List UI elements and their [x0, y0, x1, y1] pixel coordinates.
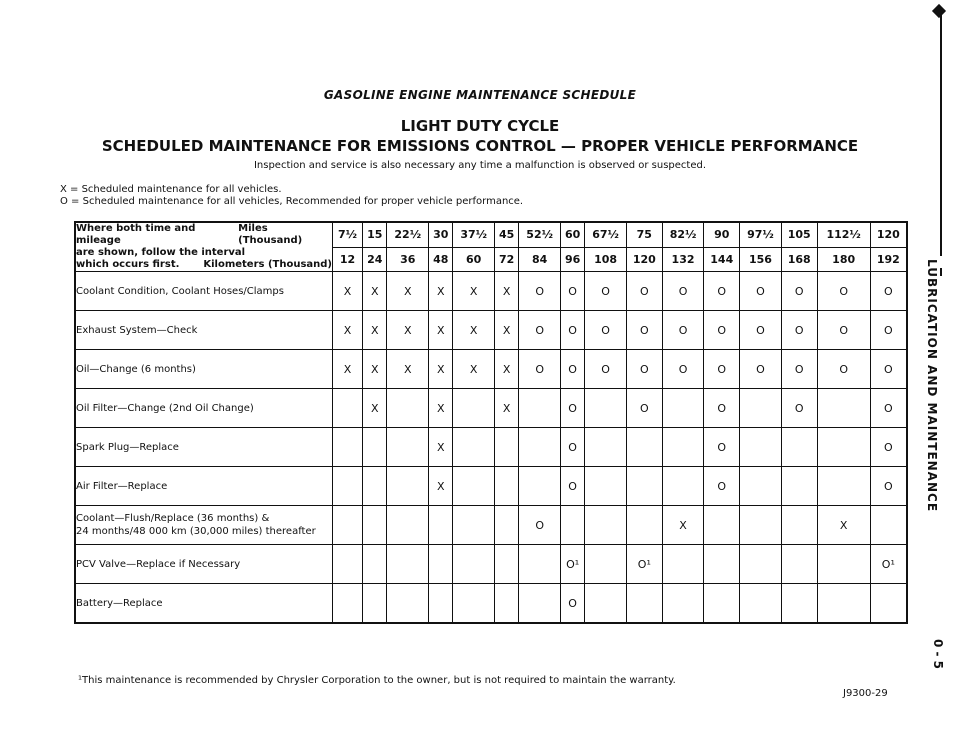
- page-number: 0 - 5: [931, 639, 945, 670]
- schedule-mark-cell: [585, 467, 627, 506]
- service-item-label: [75, 428, 333, 467]
- service-item-text: Air Filter—Replace: [76, 480, 168, 492]
- schedule-mark-cell: O: [740, 350, 782, 389]
- schedule-mark-cell: O: [870, 272, 907, 311]
- schedule-mark-cell: [817, 545, 870, 584]
- schedule-mark-cell: [870, 584, 907, 624]
- schedule-mark-cell: O: [740, 272, 782, 311]
- schedule-mark-cell: [494, 428, 518, 467]
- schedule-mark-cell: [494, 545, 518, 584]
- schedule-mark-cell: X: [429, 467, 453, 506]
- schedule-mark-cell: [740, 545, 782, 584]
- schedule-mark-cell: X: [333, 350, 363, 389]
- schedule-mark-cell: [585, 506, 627, 545]
- km-header-cell: 72: [494, 247, 518, 271]
- schedule-mark-cell: O: [781, 350, 817, 389]
- schedule-mark-cell: X: [453, 272, 495, 311]
- km-header-cell: 144: [704, 247, 740, 271]
- miles-header-cell: 120: [870, 222, 907, 247]
- service-item-text: Oil Filter—Change (2nd Oil Change): [76, 402, 254, 414]
- miles-header-cell: 82½: [662, 222, 704, 247]
- schedule-mark-cell: [494, 506, 518, 545]
- schedule-mark-cell: X: [494, 350, 518, 389]
- schedule-mark-cell: O¹: [870, 545, 907, 584]
- miles-header-cell: 15: [363, 222, 387, 247]
- schedule-mark-cell: [453, 506, 495, 545]
- header-line2: are shown, follow the interval: [76, 247, 246, 258]
- schedule-mark-cell: O: [870, 389, 907, 428]
- schedule-mark-cell: [333, 584, 363, 624]
- schedule-title: SCHEDULED MAINTENANCE FOR EMISSIONS CONTROL — PROPER VEHICLE PERFORMANCE: [101, 137, 859, 155]
- schedule-mark-cell: [333, 467, 363, 506]
- km-header-cell: 96: [560, 247, 584, 271]
- schedule-mark-cell: X: [363, 350, 387, 389]
- footnote: ¹This maintenance is recommended by Chrysler Corporation to the owner, but is not required to maintain the warranty.: [78, 675, 676, 686]
- schedule-mark-cell: [429, 506, 453, 545]
- miles-header-cell: 52½: [519, 222, 561, 247]
- schedule-header: GASOLINE ENGINE MAINTENANCE SCHEDULE: [323, 88, 637, 102]
- schedule-mark-cell: [387, 389, 429, 428]
- legend-x: X = Scheduled maintenance for all vehicles.: [60, 184, 282, 195]
- schedule-mark-cell: [560, 506, 584, 545]
- schedule-mark-cell: [740, 467, 782, 506]
- schedule-mark-cell: O: [817, 311, 870, 350]
- schedule-mark-cell: O: [519, 506, 561, 545]
- table-header-description: [75, 222, 333, 272]
- miles-header-cell: 67½: [585, 222, 627, 247]
- schedule-mark-cell: [704, 545, 740, 584]
- schedule-mark-cell: [387, 506, 429, 545]
- schedule-mark-cell: [740, 428, 782, 467]
- schedule-mark-cell: [429, 545, 453, 584]
- schedule-mark-cell: [585, 389, 627, 428]
- km-header-cell: 36: [387, 247, 429, 271]
- miles-header-cell: 105: [781, 222, 817, 247]
- schedule-mark-cell: [781, 584, 817, 624]
- schedule-mark-cell: [740, 584, 782, 624]
- schedule-mark-cell: O: [704, 428, 740, 467]
- header-km-label: Kilometers (Thousand): [203, 259, 332, 270]
- schedule-mark-cell: O: [560, 311, 584, 350]
- miles-header-cell: 37½: [453, 222, 495, 247]
- schedule-mark-cell: [519, 584, 561, 624]
- service-item-text: Exhaust System—Check: [76, 324, 198, 336]
- miles-header-cell: 75: [626, 222, 662, 247]
- miles-header-cell: 7½: [333, 222, 363, 247]
- schedule-mark-cell: [781, 467, 817, 506]
- table-row: [75, 350, 907, 389]
- schedule-mark-cell: [817, 584, 870, 624]
- schedule-mark-cell: [387, 467, 429, 506]
- service-item-text-line2: 24 months/48 000 km (30,000 miles) thereafter: [76, 526, 316, 537]
- schedule-mark-cell: [781, 545, 817, 584]
- figure-id: J9300-29: [843, 688, 888, 699]
- schedule-mark-cell: [662, 467, 704, 506]
- km-header-cell: 192: [870, 247, 907, 271]
- schedule-mark-cell: [817, 389, 870, 428]
- schedule-mark-cell: [781, 506, 817, 545]
- schedule-mark-cell: O¹: [560, 545, 584, 584]
- schedule-mark-cell: [453, 467, 495, 506]
- schedule-mark-cell: O: [704, 311, 740, 350]
- schedule-mark-cell: X: [429, 272, 453, 311]
- schedule-mark-cell: [704, 506, 740, 545]
- schedule-mark-cell: O: [626, 389, 662, 428]
- schedule-mark-cell: O: [781, 311, 817, 350]
- schedule-mark-cell: [363, 467, 387, 506]
- km-header-cell: 60: [453, 247, 495, 271]
- schedule-mark-cell: O: [519, 350, 561, 389]
- schedule-mark-cell: X: [817, 506, 870, 545]
- table-row: [75, 467, 907, 506]
- schedule-mark-cell: O: [585, 272, 627, 311]
- schedule-mark-cell: O: [704, 350, 740, 389]
- schedule-mark-cell: [519, 428, 561, 467]
- schedule-mark-cell: [781, 428, 817, 467]
- miles-row: [75, 222, 907, 247]
- schedule-mark-cell: O: [662, 350, 704, 389]
- schedule-mark-cell: O: [817, 350, 870, 389]
- schedule-mark-cell: [626, 467, 662, 506]
- table-row: [75, 545, 907, 584]
- schedule-mark-cell: [870, 506, 907, 545]
- schedule-mark-cell: O: [870, 311, 907, 350]
- schedule-mark-cell: X: [333, 272, 363, 311]
- table-row: [75, 311, 907, 350]
- schedule-mark-cell: [817, 467, 870, 506]
- schedule-mark-cell: O: [704, 389, 740, 428]
- schedule-mark-cell: [817, 428, 870, 467]
- table-row: [75, 428, 907, 467]
- schedule-mark-cell: [740, 389, 782, 428]
- schedule-mark-cell: X: [429, 350, 453, 389]
- side-rule-top: [940, 14, 942, 256]
- schedule-mark-cell: [662, 428, 704, 467]
- schedule-mark-cell: [662, 584, 704, 624]
- schedule-mark-cell: O: [560, 467, 584, 506]
- schedule-mark-cell: X: [429, 428, 453, 467]
- schedule-mark-cell: [519, 545, 561, 584]
- schedule-mark-cell: [494, 584, 518, 624]
- intro-text: Inspection and service is also necessary any time a malfunction is observed or suspected.: [253, 160, 707, 171]
- schedule-mark-cell: O: [585, 350, 627, 389]
- schedule-mark-cell: O: [870, 467, 907, 506]
- schedule-mark-cell: X: [363, 272, 387, 311]
- schedule-mark-cell: [519, 467, 561, 506]
- schedule-mark-cell: [626, 584, 662, 624]
- header-line1: Where both time and mileage: [76, 223, 196, 246]
- schedule-mark-cell: X: [429, 311, 453, 350]
- schedule-mark-cell: O: [560, 584, 584, 624]
- km-header-cell: 12: [333, 247, 363, 271]
- schedule-mark-cell: [453, 389, 495, 428]
- schedule-mark-cell: O: [560, 389, 584, 428]
- miles-header-cell: 45: [494, 222, 518, 247]
- legend: [60, 184, 523, 208]
- schedule-mark-cell: O: [870, 350, 907, 389]
- miles-header-cell: 97½: [740, 222, 782, 247]
- km-header-cell: 168: [781, 247, 817, 271]
- schedule-mark-cell: [363, 506, 387, 545]
- km-header-cell: 108: [585, 247, 627, 271]
- schedule-mark-cell: X: [363, 311, 387, 350]
- schedule-mark-cell: O: [560, 272, 584, 311]
- legend-o: O = Scheduled maintenance for all vehicles, Recommended for proper vehicle performance.: [60, 196, 524, 207]
- service-item-label: [75, 311, 333, 350]
- schedule-mark-cell: [387, 428, 429, 467]
- schedule-mark-cell: [519, 389, 561, 428]
- diamond-icon: [932, 4, 946, 18]
- cycle-title: LIGHT DUTY CYCLE: [400, 117, 560, 135]
- schedule-mark-cell: O: [560, 350, 584, 389]
- service-item-text: Coolant—Flush/Replace (36 months) &: [76, 513, 270, 524]
- schedule-mark-cell: O: [626, 311, 662, 350]
- schedule-mark-cell: [429, 584, 453, 624]
- schedule-mark-cell: [453, 584, 495, 624]
- table-row: [75, 584, 907, 624]
- schedule-mark-cell: X: [494, 311, 518, 350]
- km-header-cell: 180: [817, 247, 870, 271]
- schedule-mark-cell: X: [429, 389, 453, 428]
- schedule-mark-cell: [363, 584, 387, 624]
- schedule-mark-cell: O: [662, 272, 704, 311]
- service-item-text: Battery—Replace: [76, 597, 163, 609]
- schedule-mark-cell: O: [626, 272, 662, 311]
- schedule-mark-cell: [387, 545, 429, 584]
- service-item-label: [75, 584, 333, 624]
- section-side-label: LUBRICATION AND MAINTENANCE: [925, 259, 939, 513]
- service-item-label: [75, 389, 333, 428]
- schedule-mark-cell: [333, 506, 363, 545]
- schedule-mark-cell: O: [817, 272, 870, 311]
- schedule-mark-cell: X: [387, 272, 429, 311]
- schedule-mark-cell: [333, 389, 363, 428]
- side-rule-bottom: [940, 268, 942, 276]
- km-header-cell: 24: [363, 247, 387, 271]
- miles-header-cell: 30: [429, 222, 453, 247]
- miles-header-cell: 60: [560, 222, 584, 247]
- km-header-cell: 84: [519, 247, 561, 271]
- schedule-mark-cell: [453, 428, 495, 467]
- km-header-cell: 48: [429, 247, 453, 271]
- schedule-mark-cell: X: [363, 389, 387, 428]
- schedule-mark-cell: [740, 506, 782, 545]
- header-miles-label: Miles (Thousand): [238, 223, 303, 246]
- schedule-mark-cell: [585, 545, 627, 584]
- schedule-mark-cell: O: [704, 272, 740, 311]
- schedule-mark-cell: X: [662, 506, 704, 545]
- schedule-mark-cell: [333, 545, 363, 584]
- schedule-mark-cell: O: [662, 311, 704, 350]
- schedule-mark-cell: O: [519, 272, 561, 311]
- schedule-mark-cell: [626, 506, 662, 545]
- schedule-mark-cell: O: [519, 311, 561, 350]
- km-header-cell: 120: [626, 247, 662, 271]
- service-item-label: [75, 545, 333, 584]
- service-item-label: [75, 350, 333, 389]
- km-header-cell: 132: [662, 247, 704, 271]
- schedule-mark-cell: [662, 545, 704, 584]
- service-item-label: [75, 506, 333, 545]
- schedule-mark-cell: X: [387, 350, 429, 389]
- schedule-mark-cell: O: [870, 428, 907, 467]
- schedule-mark-cell: X: [494, 389, 518, 428]
- schedule-mark-cell: O: [704, 467, 740, 506]
- service-item-label: [75, 272, 333, 311]
- km-header-cell: 156: [740, 247, 782, 271]
- table-row: [75, 506, 907, 545]
- schedule-mark-cell: [585, 584, 627, 624]
- schedule-mark-cell: [626, 428, 662, 467]
- maintenance-table: [74, 221, 908, 624]
- schedule-mark-cell: [704, 584, 740, 624]
- schedule-mark-cell: O: [585, 311, 627, 350]
- schedule-mark-cell: [662, 389, 704, 428]
- service-item-text: Oil—Change (6 months): [76, 363, 196, 375]
- schedule-mark-cell: O: [781, 389, 817, 428]
- schedule-mark-cell: X: [387, 311, 429, 350]
- schedule-mark-cell: X: [333, 311, 363, 350]
- schedule-mark-cell: X: [453, 350, 495, 389]
- schedule-mark-cell: O: [740, 311, 782, 350]
- schedule-mark-cell: [363, 428, 387, 467]
- header-line3: which occurs first.: [76, 259, 180, 270]
- schedule-mark-cell: [363, 545, 387, 584]
- table-row: [75, 389, 907, 428]
- schedule-mark-cell: [585, 428, 627, 467]
- schedule-mark-cell: O¹: [626, 545, 662, 584]
- service-item-text: PCV Valve—Replace if Necessary: [76, 558, 241, 570]
- service-item-text: Spark Plug—Replace: [76, 441, 179, 453]
- schedule-mark-cell: [494, 467, 518, 506]
- service-item-label: [75, 467, 333, 506]
- table-row: [75, 272, 907, 311]
- schedule-mark-cell: X: [453, 311, 495, 350]
- schedule-mark-cell: X: [494, 272, 518, 311]
- schedule-mark-cell: [453, 545, 495, 584]
- miles-header-cell: 112½: [817, 222, 870, 247]
- schedule-mark-cell: [333, 428, 363, 467]
- schedule-mark-cell: O: [626, 350, 662, 389]
- schedule-mark-cell: O: [560, 428, 584, 467]
- schedule-mark-cell: [387, 584, 429, 624]
- service-item-text: Coolant Condition, Coolant Hoses/Clamps: [76, 285, 284, 297]
- miles-header-cell: 90: [704, 222, 740, 247]
- miles-header-cell: 22½: [387, 222, 429, 247]
- schedule-mark-cell: O: [781, 272, 817, 311]
